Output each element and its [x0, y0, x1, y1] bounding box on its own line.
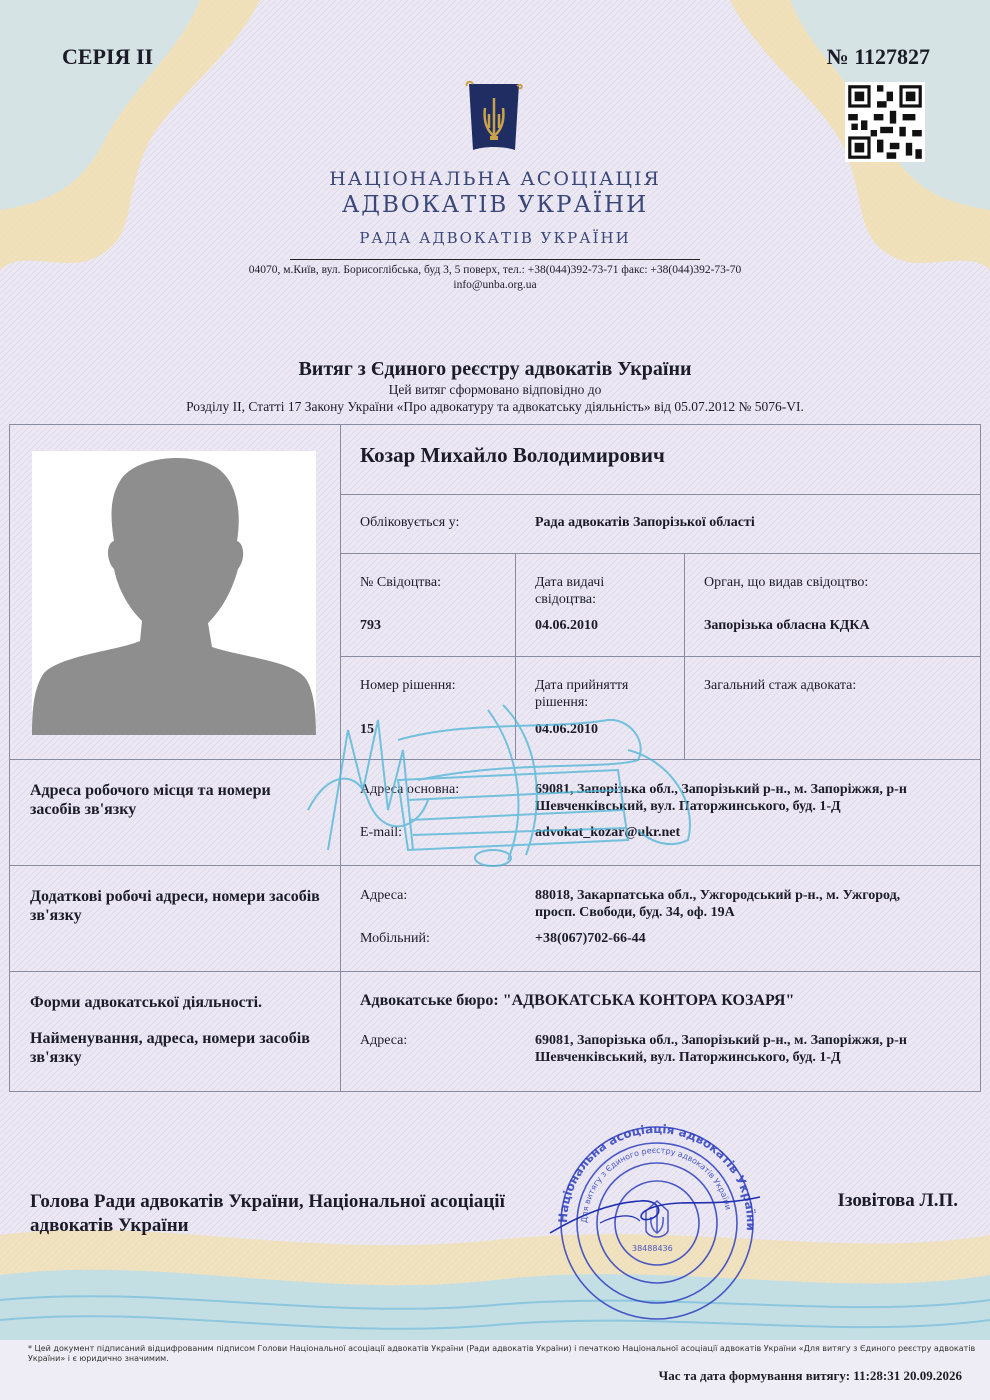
cert-number-label: № Свідоцтва: — [360, 575, 441, 590]
cert-date-label: Дата видачі свідоцтва: — [535, 575, 605, 607]
svg-text:38488436: 38488436 — [632, 1244, 673, 1253]
forms-section-label: Форми адвокатської діяльності. — [30, 994, 263, 1011]
issuer-value: Запорізька обласна КДКА — [704, 618, 870, 633]
table-divider — [340, 656, 980, 657]
svg-text:Національна асоціація адвокаті: Національна асоціація адвокатів України — [555, 1123, 759, 1232]
document-number: № 1127827 — [826, 44, 930, 69]
work-address-section-label: Адреса робочого місця та номери засобів зв'язку — [30, 782, 271, 818]
cert-number-value: 793 — [360, 618, 381, 633]
unba-logo-icon — [463, 80, 525, 158]
org-name-line1: НАЦІОНАЛЬНА АСОЦІАЦІЯ — [329, 168, 661, 190]
email-value: advokat_kozar@ukr.net — [535, 825, 681, 840]
lawyer-photo — [32, 451, 316, 735]
org-council-name: РАДА АДВОКАТІВ УКРАЇНИ — [359, 229, 631, 247]
extra-address-label: Адреса: — [360, 888, 408, 903]
footnote: * Цей документ підписаний відцифрованим підписом Голови Національної асоціації адвокатів України (Ради адвокатів України) і печаткою Національної асоціації адвокатів України «Для витягу з Єдиного реєстру адвокатів України» і є юридично значимим. — [28, 1344, 976, 1363]
experience-label: Загальний стаж адвоката: — [704, 678, 857, 693]
forms-section-sublabel: Найменування, адреса, номери засобів зв'язку — [30, 1030, 310, 1066]
registered-value: Рада адвокатів Запорізької області — [535, 515, 755, 530]
document-title: Витяг з Єдиного реєстру адвокатів України — [298, 358, 692, 380]
table-divider — [10, 971, 980, 972]
lawyer-name: Козар Михайло Володимирович — [360, 443, 665, 467]
table-divider — [340, 553, 980, 554]
signer-title: Голова Ради адвокатів України, Національної асоціації адвокатів України — [30, 1191, 505, 1236]
header-divider — [290, 259, 700, 260]
bureau-address-value: 69081, Запорізька обл., Запорізький р-н., м. Запоріжжя, р-н Шевченківський, вул. Паторжинського, буд. 1-Д — [535, 1033, 907, 1065]
decision-date-label: Дата прийняття рішення: — [535, 678, 629, 710]
series-label: СЕРІЯ ІІ — [62, 44, 154, 69]
issuer-label: Орган, що видав свідоцтво: — [704, 575, 869, 590]
table-divider — [340, 494, 980, 495]
org-address-line: 04070, м.Київ, вул. Борисоглібська, буд 3, 5 поверх, тел.: +38(044)392-73-71 факс: +38(044)392-73-70 — [248, 264, 742, 276]
official-seal-icon — [540, 1123, 775, 1323]
decision-number-value: 15 — [360, 722, 374, 737]
main-address-value: 69081, Запорізька обл., Запорізький р-н., м. Запоріжжя, р-н Шевченківський, вул. Паторжинського, буд. 1-Д — [535, 782, 907, 814]
bureau-name: Адвокатське бюро: "АДВОКАТСЬКА КОНТОРА КОЗАРЯ" — [360, 992, 795, 1009]
qr-code-icon — [845, 82, 925, 162]
org-address — [0, 263, 990, 293]
extra-address-value: 88018, Закарпатська обл., Ужгородський р-н., м. Ужгород, просп. Свободи, буд. 34, оф. 19А — [535, 888, 901, 920]
bureau-address-label: Адреса: — [360, 1033, 408, 1048]
signer-name: Ізовітова Л.П. — [837, 1190, 958, 1211]
mobile-value: +38(067)702-66-44 — [535, 931, 646, 946]
svg-text:Для витягу з Єдиного реєстру а: Для витягу з Єдиного реєстру адвокатів України — [579, 1145, 733, 1224]
document-subtitle-line2: Розділу ІІ, Статті 17 Закону України «Про адвокатуру та адвокатську діяльність» від 05.07.2012 № 5076-VI. — [186, 399, 804, 414]
document-subtitle-line1: Цей витяг сформовано відповідно до — [388, 382, 602, 397]
org-email: info@unba.org.ua — [453, 279, 537, 291]
email-label: E-mail: — [360, 825, 402, 840]
cert-date-value: 04.06.2010 — [535, 618, 598, 633]
watermark-illustration — [288, 690, 708, 870]
decision-number-label: Номер рішення: — [360, 678, 456, 693]
generation-timestamp: Час та дата формування витягу: 11:28:31 20.09.2026 — [658, 1368, 962, 1383]
main-address-label: Адреса основна: — [360, 782, 460, 797]
extra-address-section-label: Додаткові робочі адреси, номери засобів зв'язку — [30, 888, 320, 924]
org-name-line2: АДВОКАТІВ УКРАЇНИ — [341, 192, 649, 218]
decision-date-value: 04.06.2010 — [535, 722, 598, 737]
registered-label: Обліковується у: — [360, 515, 460, 530]
mobile-label: Мобільний: — [360, 931, 430, 946]
